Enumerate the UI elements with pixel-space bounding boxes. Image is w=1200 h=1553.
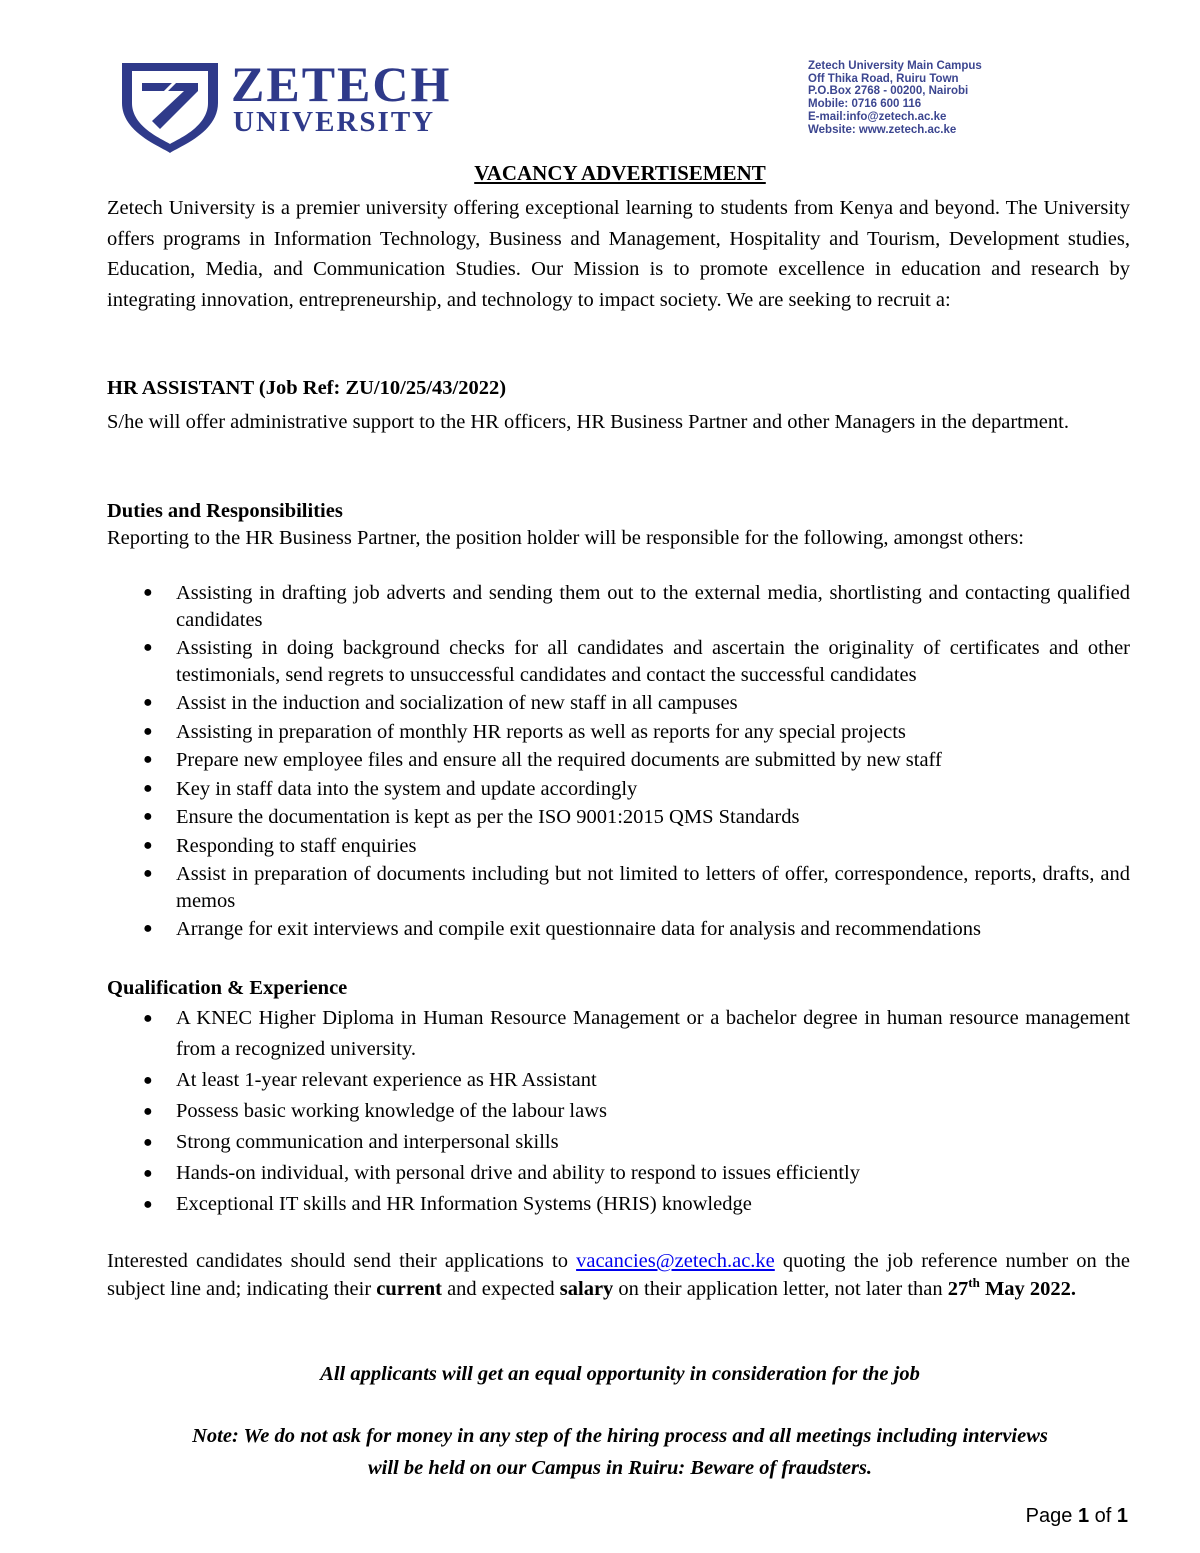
fraud-note-line-2: will be held on our Campus in Ruiru: Beware of fraudsters. [367, 1457, 873, 1479]
qualifications-heading: Qualification & Experience [107, 977, 348, 999]
qualification-item [107, 1003, 1130, 1065]
duty-item-text: Responding to staff enquiries [176, 834, 417, 857]
qualification-item [107, 1189, 1130, 1220]
deadline-month-year: May 2022. [979, 1278, 1077, 1300]
duties-lead: Reporting to the HR Business Partner, the position holder will be responsible for the following, amongst others: [107, 527, 1025, 549]
duty-item-text: Arrange for exit interviews and compile exit questionnaire data for analysis and recommendations [176, 918, 981, 940]
duty-item-text: Key in staff data into the system and update accordingly [176, 777, 638, 800]
bullet-icon: ● [143, 1103, 153, 1120]
application-instructions [107, 1247, 1130, 1303]
logo-word-university: UNIVERSITY [233, 106, 436, 138]
duty-item [107, 916, 1130, 943]
bullet-icon: ● [143, 584, 153, 601]
duty-item-text: Assist in the induction and socialization of new staff in all campuses [176, 692, 738, 714]
position-summary: S/he will offer administrative support to the HR officers, HR Business Partner and other Managers in the department. [107, 411, 1069, 433]
shield-icon [118, 55, 222, 155]
apply-current: current [376, 1278, 442, 1300]
duty-item [107, 776, 1130, 803]
bullet-icon: ● [143, 836, 153, 854]
duty-item [107, 719, 1130, 746]
duty-item-text: Ensure the documentation is kept as per the ISO 9001:2015 QMS Standards [176, 806, 800, 828]
qualification-item [107, 1065, 1130, 1096]
apply-text-3: and expected [441, 1278, 560, 1300]
qualification-item-text: Hands-on individual, with personal drive and ability to respond to issues efficiently [176, 1162, 860, 1184]
duty-item-text: Assisting in drafting job adverts and sending them out to the external media, shortlisting and contacting qualified candidates [176, 582, 1130, 631]
qualification-item-text: A KNEC Higher Diploma in Human Resource Management or a bachelor degree in human resource management from a recognized university. [176, 1007, 1130, 1060]
bullet-icon: ● [143, 865, 153, 882]
page-word: Page [1025, 1505, 1073, 1527]
bullet-icon: ● [143, 779, 153, 797]
bullet-icon: ● [143, 1165, 153, 1182]
zetech-logo [118, 55, 458, 155]
page-indicator [1026, 1504, 1128, 1528]
duty-item-text: Prepare new employee files and ensure all the required documents are submitted by new staff [176, 749, 942, 771]
contact-campus: Zetech University Main Campus [808, 60, 982, 72]
contact-mobile: Mobile: 0716 600 116 [808, 98, 922, 111]
bullet-icon: ● [143, 639, 153, 656]
qualification-item-text: Possess basic working knowledge of the labour laws [176, 1100, 608, 1122]
duties-list [107, 580, 1130, 945]
bullet-icon: ● [143, 722, 153, 740]
qualifications-list [107, 1003, 1130, 1220]
contact-address: Off Thika Road, Ruiru Town [808, 72, 959, 85]
qualification-item-text: Exceptional IT skills and HR Information Systems (HRIS) knowledge [176, 1193, 752, 1215]
qualification-item-text: Strong communication and interpersonal skills [176, 1131, 559, 1153]
bullet-icon: ● [143, 1196, 153, 1213]
bullet-icon: ● [143, 1072, 153, 1089]
duty-item-text: Assist in preparation of documents including but not limited to letters of offer, correspondence, reports, drafts, and memos [176, 863, 1130, 912]
apply-salary: salary [559, 1278, 614, 1300]
bullet-icon: ● [143, 694, 153, 711]
apply-text-4: on their application letter, not later than [613, 1278, 948, 1300]
deadline-date [947, 1275, 1077, 1300]
duty-item [107, 861, 1130, 914]
logo-word-zetech: ZETECH [231, 56, 452, 112]
apply-text-1: Interested candidates should send their applications to [107, 1250, 577, 1272]
duty-item-text: Assisting in doing background checks for all candidates and ascertain the originality of certificates and other testimonials, send regrets to unsuccessful candidates and contact the successful candidates [176, 637, 1130, 686]
bullet-icon: ● [143, 1134, 153, 1151]
intro-paragraph: Zetech University is a premier university offering exceptional learning to students from Kenya and beyond. The University offers programs in Information Technology, Business and Management, Hospitality and Tourism, Development studies, Education, Media, and Communication Studies. Our Mission is to promote excellence in education and research by integrating innovation, entrepreneurship, and technology to impact society. We are seeking to recruit a: [107, 197, 1130, 311]
qualification-item [107, 1158, 1130, 1189]
qualification-item [107, 1127, 1130, 1158]
deadline-day: 27 [947, 1278, 969, 1300]
contact-pobox: P.O.Box 2768 - 00200, Nairobi [808, 85, 969, 98]
bullet-icon: ● [143, 920, 153, 937]
position-title: HR ASSISTANT (Job Ref: ZU/10/25/43/2022) [107, 377, 507, 399]
contact-website[interactable]: Website: www.zetech.ac.ke [808, 123, 957, 136]
duty-item [107, 690, 1130, 717]
contact-block [808, 60, 982, 136]
of-word: of [1094, 1505, 1112, 1527]
equal-opportunity-statement: All applicants will get an equal opportunity in consideration for the job [320, 1363, 920, 1385]
duty-item [107, 580, 1130, 633]
page-total: 1 [1116, 1505, 1128, 1527]
duty-item [107, 833, 1130, 860]
contact-email[interactable]: E-mail:info@zetech.ac.ke [808, 110, 947, 123]
duty-item [107, 804, 1130, 831]
bullet-icon: ● [143, 751, 153, 768]
duty-item-text: Assisting in preparation of monthly HR reports as well as reports for any special projects [176, 720, 906, 743]
duties-heading: Duties and Responsibilities [107, 500, 343, 522]
application-email-link[interactable]: vacancies@zetech.ac.ke [576, 1250, 775, 1272]
page-number: 1 [1077, 1505, 1090, 1527]
bullet-icon: ● [143, 1010, 153, 1027]
duty-item [107, 635, 1130, 688]
apply-text-2: quoting the job reference number on the subject line and; indicating their [107, 1250, 1130, 1300]
qualification-item-text: At least 1-year relevant experience as HR Assistant [176, 1069, 597, 1091]
fraud-note-line-1: Note: We do not ask for money in any step of the hiring process and all meetings including interviews [192, 1425, 1048, 1447]
qualification-item [107, 1096, 1130, 1127]
document-title: VACANCY ADVERTISEMENT [474, 161, 766, 185]
duty-item [107, 747, 1130, 774]
deadline-ordinal: th [968, 1275, 980, 1291]
bullet-icon: ● [143, 808, 153, 825]
